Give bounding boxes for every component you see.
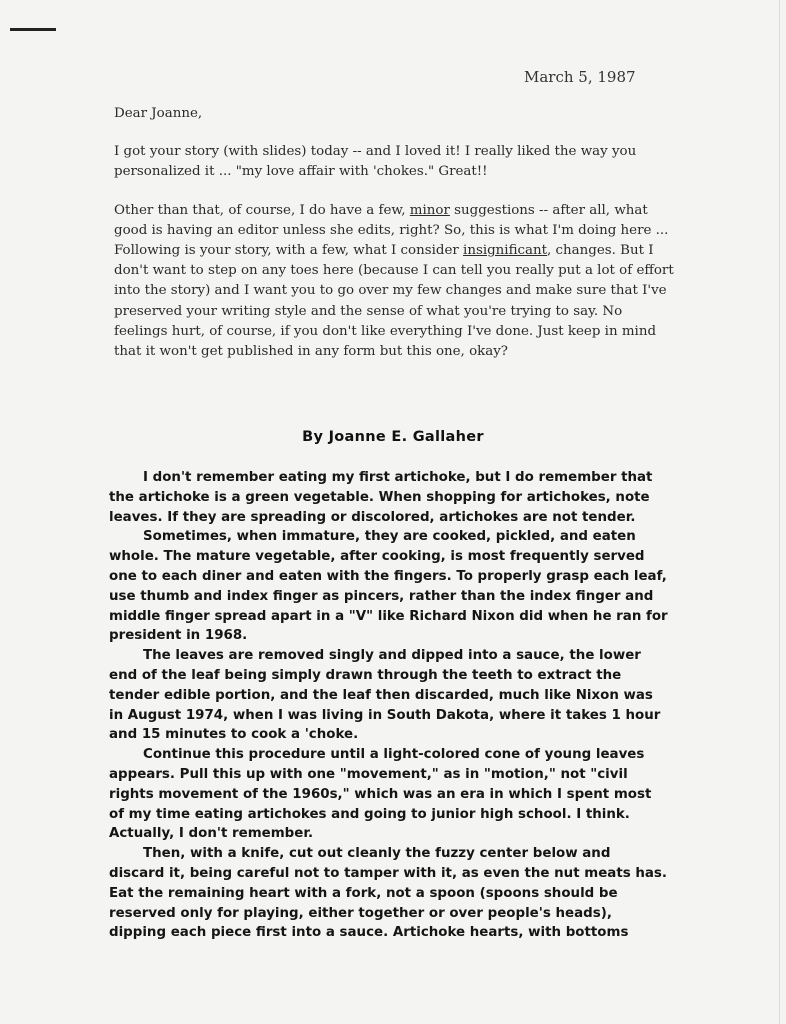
underlined-minor: minor <box>409 202 450 218</box>
letter-paragraph-2-text: , changes. But I don't want to step on any toes here (because I can tell you really put a lot of effort into the story) and I want you to go over my few changes and make sure that I've preserved your writing style and the sense of what you're trying to say. No feelings hurt, of course, if you don't like everything I've done. Just keep in mind that it won't get published in any form but this one, okay? <box>114 243 674 360</box>
letter-paragraph-2-text: suggestions -- after all, what good is having an editor unless she edits, right? So, this is what I'm doing here ... Following is your story, with a few, what I consider <box>114 202 669 259</box>
letter-date: March 5, 1987 <box>524 68 636 86</box>
letter-paragraph-1: I got your story (with slides) today -- and I loved it! I really liked the way you personalized it ... "my love affair with 'chokes." Great!! <box>114 144 637 180</box>
story-paragraph: The leaves are removed singly and dipped into a sauce, the lower end of the leaf being simply drawn through the teeth to extract the tender edible portion, and the leaf then discarded, much like Nixon was in August 1974, when I was living in South Dakota, where it takes 1 hour and 15 minutes to cook a 'choke. <box>109 648 661 743</box>
underlined-insignificant: insignificant <box>463 243 548 259</box>
story-byline: By Joanne E. Gallaher <box>302 429 484 445</box>
letter-paragraph-2 <box>114 201 674 363</box>
story-paragraph: Then, with a knife, cut out cleanly the fuzzy center below and discard it, being careful not to tamper with it, as even the nut meats has. Eat the remaining heart with a fork, not a spoon (spoons should be reserved only for playing, either together or over people's heads), dipping each piece first into a sauce. Artichoke hearts, with bottoms <box>109 846 667 941</box>
story-paragraph: I don't remember eating my first artichoke, but I do remember that the artichoke is a green vegetable. When shopping for artichokes, note leaves. If they are spreading or discolored, artichokes are not tender. <box>109 470 653 525</box>
cover-letter <box>114 104 674 380</box>
letter-paragraph-2-text: Other than that, of course, I do have a few, <box>114 202 410 218</box>
story-body <box>109 468 669 943</box>
story-paragraph: Sometimes, when immature, they are cooked, pickled, and eaten whole. The mature vegetable, after cooking, is most frequently served one to each diner and eaten with the fingers. To properly grasp each leaf, use thumb and index finger as pincers, rather than the index finger and middle finger spread apart in a "V" like Richard Nixon did when he ran for president in 1968. <box>109 529 668 644</box>
margin-dash-mark <box>10 28 56 31</box>
story-paragraph: Continue this procedure until a light-colored cone of young leaves appears. Pull this up with one "movement," as in "motion," not "civil rights movement of the 1960s," which was an era in which I spent most of my time eating artichokes and going to junior high school. I think. Actually, I don't remember. <box>109 747 652 842</box>
salutation: Dear Joanne, <box>114 106 203 121</box>
page-edge-line <box>779 0 780 1024</box>
